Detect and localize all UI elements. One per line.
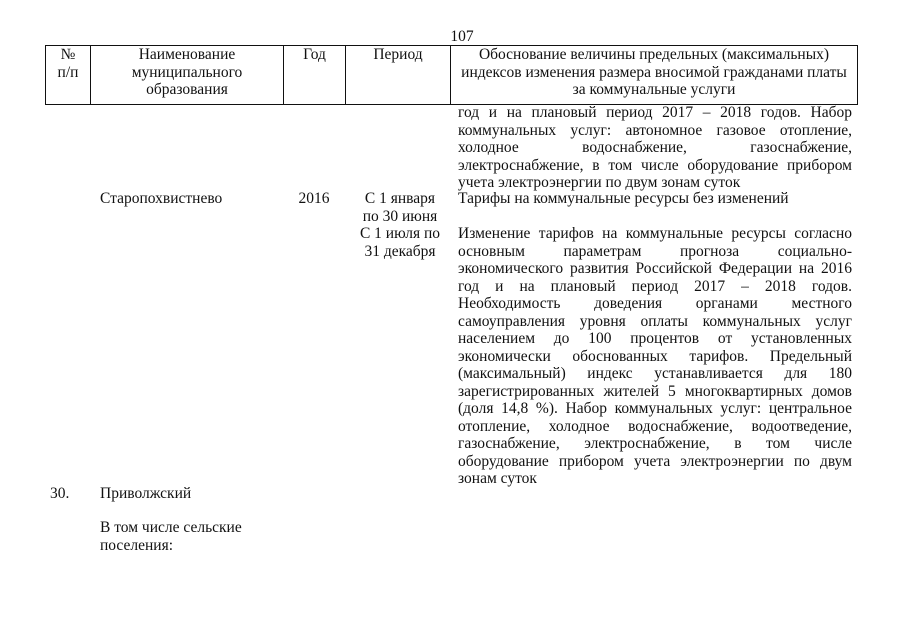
header-line: Обоснование величины предельных (максимальных) bbox=[478, 46, 830, 63]
header-line: п/п bbox=[57, 63, 79, 81]
justification-line: зарегистрированных жителей 5 многоквартирных домов bbox=[458, 382, 852, 400]
subheading-line: поселения: bbox=[100, 536, 174, 554]
header-cell-year bbox=[283, 46, 345, 104]
header-line: индексов изменения размера вносимой гражданами платы bbox=[461, 63, 847, 81]
justification-line: учета электроэнергии по двум зонам суток bbox=[458, 174, 741, 191]
justification-line: Тарифы на коммунальные ресурсы без изменений bbox=[458, 190, 789, 207]
justification-line: электроснабжение, в том числе оборудование прибором bbox=[458, 156, 852, 174]
row-year: 2016 bbox=[298, 190, 330, 207]
rural-settlements-subheading bbox=[100, 519, 242, 554]
municipality-name: Старопохвистнево bbox=[100, 190, 223, 207]
justification-second-half bbox=[458, 225, 852, 488]
justification-line: газоснабжение, электроснабжение, в том числе bbox=[458, 435, 852, 452]
justification-line: холодное водоснабжение, газоснабжение, bbox=[458, 139, 852, 156]
header-line: образования bbox=[146, 81, 228, 98]
municipality-name: Приволжский bbox=[100, 485, 192, 502]
justification-line: год и на плановый период 2017 – 2018 годов. Набор bbox=[458, 104, 852, 121]
justification-line: самоуправления уровня оплаты коммунальных услуг bbox=[458, 312, 852, 330]
justification-first-half bbox=[458, 190, 852, 208]
period-first-half bbox=[350, 190, 450, 225]
row-number: 30. bbox=[50, 485, 70, 502]
header-line: за коммунальные услуги bbox=[572, 81, 736, 98]
header-cell-period bbox=[345, 46, 450, 104]
header-cell-justification bbox=[450, 46, 857, 104]
justification-line: отопление, холодное водоснабжение, водоотведение, bbox=[458, 417, 852, 435]
header-line: № bbox=[60, 46, 76, 63]
period-line: С 1 января bbox=[364, 190, 436, 207]
justification-line: (максимальный) индекс устанавливается для 180 bbox=[458, 365, 852, 382]
header-cell-number bbox=[46, 46, 90, 104]
period-second-half bbox=[350, 225, 450, 260]
continuation-justification bbox=[458, 104, 852, 192]
justification-line: (доля 14,8 %). Набор коммунальных услуг: центральное bbox=[458, 400, 852, 417]
header-line: Период bbox=[373, 46, 423, 63]
justification-line: Изменение тарифов на коммунальные ресурсы согласно bbox=[458, 225, 852, 242]
period-line: по 30 июня bbox=[362, 207, 438, 225]
justification-line: населением до 100 процентов от установленных bbox=[458, 330, 852, 347]
justification-line: Необходимость доведения органами местного bbox=[458, 295, 852, 312]
justification-line: экономически обоснованных тарифов. Предельный bbox=[458, 347, 852, 365]
justification-line: экономического развития Российской Федерации на 2016 bbox=[458, 260, 852, 277]
justification-line: оборудование прибором учета электроэнергии по двум bbox=[458, 452, 852, 470]
subheading-line: В том числе сельские bbox=[100, 519, 242, 536]
justification-line: зонам суток bbox=[458, 470, 537, 487]
justification-line: основным параметрам прогноза социально- bbox=[458, 242, 852, 260]
header-line: муниципального bbox=[131, 63, 243, 81]
table-header bbox=[45, 45, 858, 105]
header-line: Год bbox=[303, 46, 326, 63]
header-cell-municipality bbox=[90, 46, 283, 104]
justification-line: коммунальных услуг: автономное газовое отопление, bbox=[458, 121, 852, 139]
page-number: 107 bbox=[450, 28, 474, 45]
justification-line: год и на плановый период 2017 – 2018 годов. bbox=[458, 277, 852, 295]
period-line: 31 декабря bbox=[364, 242, 436, 260]
header-line: Наименование bbox=[138, 46, 236, 63]
period-line: С 1 июля по bbox=[359, 225, 441, 242]
